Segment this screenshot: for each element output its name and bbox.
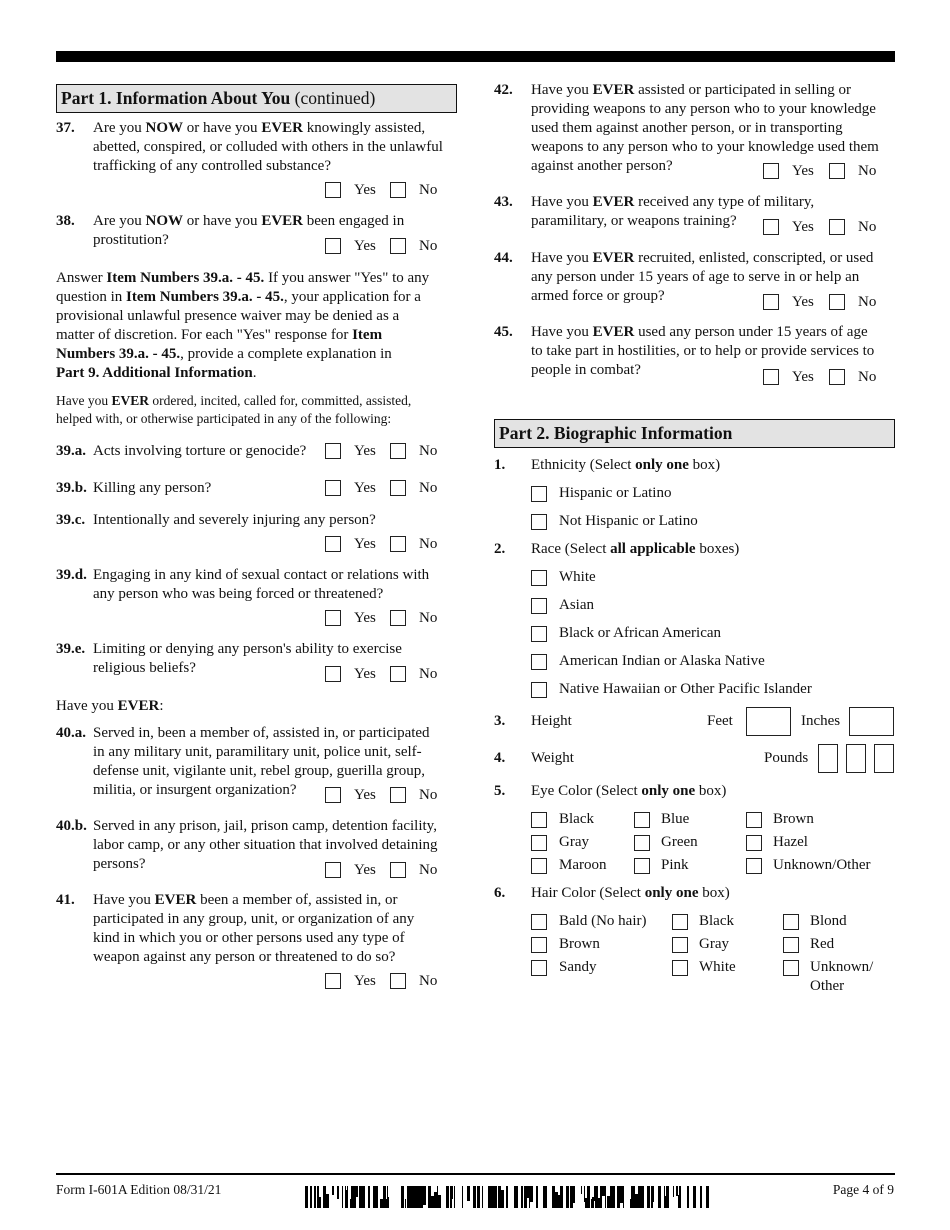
- intro-39: Have you EVER ordered, incited, called for, committed, assisted, helped with, or otherwise participated in any of the following:: [56, 393, 412, 426]
- q44-yes-checkbox[interactable]: [763, 294, 779, 310]
- q39a-text: Acts involving torture or genocide?: [93, 443, 307, 459]
- q43-no-checkbox[interactable]: [829, 219, 845, 235]
- q40a-number: 40.a.: [56, 725, 86, 741]
- page-number: Page 4 of 9: [832, 1182, 894, 1197]
- q39a-answer: Yes No: [325, 442, 445, 461]
- q42-number: 42.: [494, 82, 513, 98]
- q44-no-checkbox[interactable]: [829, 294, 845, 310]
- q40a-answer: Yes No: [325, 786, 445, 805]
- q37-no-checkbox[interactable]: [390, 182, 406, 198]
- eye-pink-label: Pink: [661, 857, 689, 873]
- hair-blond-checkbox[interactable]: [783, 914, 799, 930]
- q43-text: Have you EVER received any type of military, paramilitary, or weapons training?: [531, 194, 815, 229]
- q37-number: 37.: [56, 120, 75, 136]
- q39c-text: Intentionally and severely injuring any person?: [93, 512, 376, 528]
- p2q3-number: 3.: [494, 713, 506, 729]
- height-inches-label: Inches: [801, 713, 841, 729]
- q38-yes-checkbox[interactable]: [325, 238, 341, 254]
- hair-white-checkbox[interactable]: [672, 960, 688, 976]
- race-asian-label: Asian: [559, 597, 594, 613]
- form-edition: Form I-601A Edition 08/31/21: [56, 1182, 222, 1197]
- weight-digit-2-input[interactable]: [846, 744, 866, 773]
- hair-unknown-checkbox[interactable]: [783, 960, 799, 976]
- q45-no-checkbox[interactable]: [829, 369, 845, 385]
- eye-gray-checkbox[interactable]: [531, 835, 547, 851]
- q44-answer: Yes No: [763, 293, 883, 312]
- q40a-text: Served in, been a member of, assisted in, or participated in any military unit, paramilitary unit, police unit, self- defense unit, vigilante unit, rebel group, guerilla group, militia, or insurgent organization?: [93, 725, 430, 798]
- eye-blue-label: Blue: [661, 811, 690, 827]
- p2q5-text: Eye Color (Select only one box): [531, 783, 727, 799]
- hair-black-label: Black: [699, 913, 734, 929]
- eye-maroon-label: Maroon: [559, 857, 607, 873]
- barcode-bars: [305, 1186, 713, 1208]
- part1-header-title: Part 1. Information About You: [61, 88, 291, 108]
- hair-red-label: Red: [810, 936, 835, 952]
- q39e-no-checkbox[interactable]: [390, 666, 406, 682]
- q43-yes-checkbox[interactable]: [763, 219, 779, 235]
- hair-bald-label: Bald (No hair): [559, 913, 647, 929]
- eye-brown-label: Brown: [773, 811, 814, 827]
- p2q6-text: Hair Color (Select only one box): [531, 885, 730, 901]
- hair-sandy-checkbox[interactable]: [531, 960, 547, 976]
- q40b-number: 40.b.: [56, 818, 87, 834]
- p2q6-number: 6.: [494, 885, 506, 901]
- q37-text: Are you NOW or have you EVER knowingly assisted, abetted, conspired, or colluded with others in the unlawful trafficking of any controlled substance?: [93, 120, 443, 174]
- ethnicity-hispanic-checkbox[interactable]: [531, 486, 547, 502]
- q41-answer: Yes No: [325, 972, 445, 991]
- q39d-no-checkbox[interactable]: [390, 610, 406, 626]
- q39b-yes-checkbox[interactable]: [325, 480, 341, 496]
- q39d-answer: Yes No: [325, 609, 445, 628]
- eye-green-label: Green: [661, 834, 698, 850]
- q39b-number: 39.b.: [56, 480, 87, 496]
- q41-number: 41.: [56, 892, 75, 908]
- q40b-no-checkbox[interactable]: [390, 862, 406, 878]
- race-american-indian-checkbox[interactable]: [531, 654, 547, 670]
- race-black-checkbox[interactable]: [531, 626, 547, 642]
- p2q1-text: Ethnicity (Select only one box): [531, 457, 721, 473]
- race-pacific-islander-checkbox[interactable]: [531, 682, 547, 698]
- q38-answer: Yes No: [325, 237, 445, 256]
- q37-answer: Yes No: [325, 181, 445, 200]
- q45-answer: Yes No: [763, 368, 883, 387]
- race-white-checkbox[interactable]: [531, 570, 547, 586]
- eye-blue-checkbox[interactable]: [634, 812, 650, 828]
- hair-blond-label: Blond: [810, 913, 847, 929]
- q39e-yes-checkbox[interactable]: [325, 666, 341, 682]
- q38-text: Are you NOW or have you EVER been engaged in prostitution?: [93, 213, 405, 248]
- height-feet-label: Feet: [707, 713, 733, 729]
- height-label: Height: [531, 713, 572, 729]
- hair-brown-checkbox[interactable]: [531, 937, 547, 953]
- q44-number: 44.: [494, 250, 513, 266]
- eye-unknown-label: Unknown/Other: [773, 857, 871, 873]
- weight-digit-1-input[interactable]: [818, 744, 838, 773]
- hair-unknown-label: Unknown/ Other: [810, 959, 874, 994]
- q38-no-checkbox[interactable]: [390, 238, 406, 254]
- top-rule: [56, 51, 895, 62]
- hair-red-checkbox[interactable]: [783, 937, 799, 953]
- height-feet-input[interactable]: [746, 707, 791, 736]
- eye-black-checkbox[interactable]: [531, 812, 547, 828]
- p2q2-text: Race (Select all applicable boxes): [531, 541, 740, 557]
- q41-text: Have you EVER been a member of, assisted in, or participated in any group, unit, or organization of any kind in which you or other persons used any type of weapon against any person or threatened to do so?: [93, 892, 415, 965]
- eye-gray-label: Gray: [559, 834, 589, 850]
- q42-yes-checkbox[interactable]: [763, 163, 779, 179]
- hair-black-checkbox[interactable]: [672, 914, 688, 930]
- part2-header: [494, 419, 895, 448]
- p2q4-number: 4.: [494, 750, 506, 766]
- q41-yes-checkbox[interactable]: [325, 973, 341, 989]
- q39e-answer: Yes No: [325, 665, 445, 684]
- eye-brown-checkbox[interactable]: [746, 812, 762, 828]
- q39c-number: 39.c.: [56, 512, 86, 528]
- q41-no-checkbox[interactable]: [390, 973, 406, 989]
- p2q2-number: 2.: [494, 541, 506, 557]
- barcode-image: [305, 1186, 713, 1208]
- ethnicity-hispanic-label: Hispanic or Latino: [559, 485, 672, 501]
- height-inches-input[interactable]: [849, 707, 894, 736]
- q43-answer: Yes No: [763, 218, 883, 237]
- q39b-no-checkbox[interactable]: [390, 480, 406, 496]
- race-american-indian-label: American Indian or Alaska Native: [559, 653, 765, 669]
- q40a-no-checkbox[interactable]: [390, 787, 406, 803]
- weight-label: Weight: [531, 750, 574, 766]
- q37-yes-checkbox[interactable]: [325, 182, 341, 198]
- weight-pounds-label: Pounds: [764, 750, 809, 766]
- q39b-text: Killing any person?: [93, 480, 212, 496]
- q39e-text: Limiting or denying any person's ability to exercise religious beliefs?: [93, 641, 402, 676]
- ethnicity-not-hispanic-label: Not Hispanic or Latino: [559, 513, 698, 529]
- q40b-text: Served in any prison, jail, prison camp, detention facility, labor camp, or any other situation that involved detaining persons?: [93, 818, 438, 872]
- q44-text: Have you EVER recruited, enlisted, conscripted, or used any person under 15 years of age to serve in or help an armed force or group?: [531, 250, 874, 304]
- q40b-answer: Yes No: [325, 861, 445, 880]
- eye-maroon-checkbox[interactable]: [531, 858, 547, 874]
- q45-number: 45.: [494, 324, 513, 340]
- instructions-paragraph: Answer Item Numbers 39.a. - 45. If you answer "Yes" to any question in Item Numbers 39.a. - 45., your application for a provisional unlawful presence waiver may be denied as a matter of discretion. For each "Yes" response for Item Numbers 39.a. - 45., provide a complete explanation in Part 9. Additional Information.: [56, 270, 430, 381]
- q39e-number: 39.e.: [56, 641, 86, 657]
- part1-header-continued: (continued): [294, 88, 376, 108]
- eye-unknown-checkbox[interactable]: [746, 858, 762, 874]
- q39d-text: Engaging in any kind of sexual contact or relations with any person who was being forced or threatened?: [93, 567, 430, 602]
- q39a-no-checkbox[interactable]: [390, 443, 406, 459]
- q42-text: Have you EVER assisted or participated in selling or providing weapons to any person who to your knowledge used them against another person, or in transporting weapons to any person who to your knowledge used them against another person?: [531, 82, 879, 174]
- race-asian-checkbox[interactable]: [531, 598, 547, 614]
- eye-black-label: Black: [559, 811, 594, 827]
- eye-green-checkbox[interactable]: [634, 835, 650, 851]
- eye-hazel-checkbox[interactable]: [746, 835, 762, 851]
- part1-header: [56, 84, 457, 113]
- q45-text: Have you EVER used any person under 15 years of age to take part in hostilities, or to help or provide services to people in combat?: [531, 324, 875, 378]
- p2q1-number: 1.: [494, 457, 506, 473]
- hair-white-label: White: [699, 959, 736, 975]
- q39c-no-checkbox[interactable]: [390, 536, 406, 552]
- q38-number: 38.: [56, 213, 75, 229]
- eye-pink-checkbox[interactable]: [634, 858, 650, 874]
- q40b-yes-checkbox[interactable]: [325, 862, 341, 878]
- q39d-number: 39.d.: [56, 567, 87, 583]
- hair-brown-label: Brown: [559, 936, 600, 952]
- race-pacific-islander-label: Native Hawaiian or Other Pacific Islander: [559, 681, 812, 697]
- q39c-answer: Yes No: [325, 535, 445, 554]
- eye-hazel-label: Hazel: [773, 834, 808, 850]
- q39c-yes-checkbox[interactable]: [325, 536, 341, 552]
- q39a-yes-checkbox[interactable]: [325, 443, 341, 459]
- q39b-answer: Yes No: [325, 479, 445, 498]
- q40a-yes-checkbox[interactable]: [325, 787, 341, 803]
- part2-header-title: Part 2. Biographic Information: [499, 423, 733, 443]
- p2q5-number: 5.: [494, 783, 506, 799]
- ethnicity-not-hispanic-checkbox[interactable]: [531, 514, 547, 530]
- hair-bald-checkbox[interactable]: [531, 914, 547, 930]
- hair-sandy-label: Sandy: [559, 959, 597, 975]
- q45-yes-checkbox[interactable]: [763, 369, 779, 385]
- hair-gray-label: Gray: [699, 936, 729, 952]
- weight-digit-3-input[interactable]: [874, 744, 894, 773]
- hair-gray-checkbox[interactable]: [672, 937, 688, 953]
- race-white-label: White: [559, 569, 596, 585]
- q42-no-checkbox[interactable]: [829, 163, 845, 179]
- q39a-number: 39.a.: [56, 443, 86, 459]
- q39d-yes-checkbox[interactable]: [325, 610, 341, 626]
- q43-number: 43.: [494, 194, 513, 210]
- footer-rule: [56, 1173, 895, 1175]
- race-black-label: Black or African American: [559, 625, 722, 641]
- intro-40: Have you EVER:: [56, 698, 164, 714]
- q42-answer: Yes No: [763, 162, 883, 181]
